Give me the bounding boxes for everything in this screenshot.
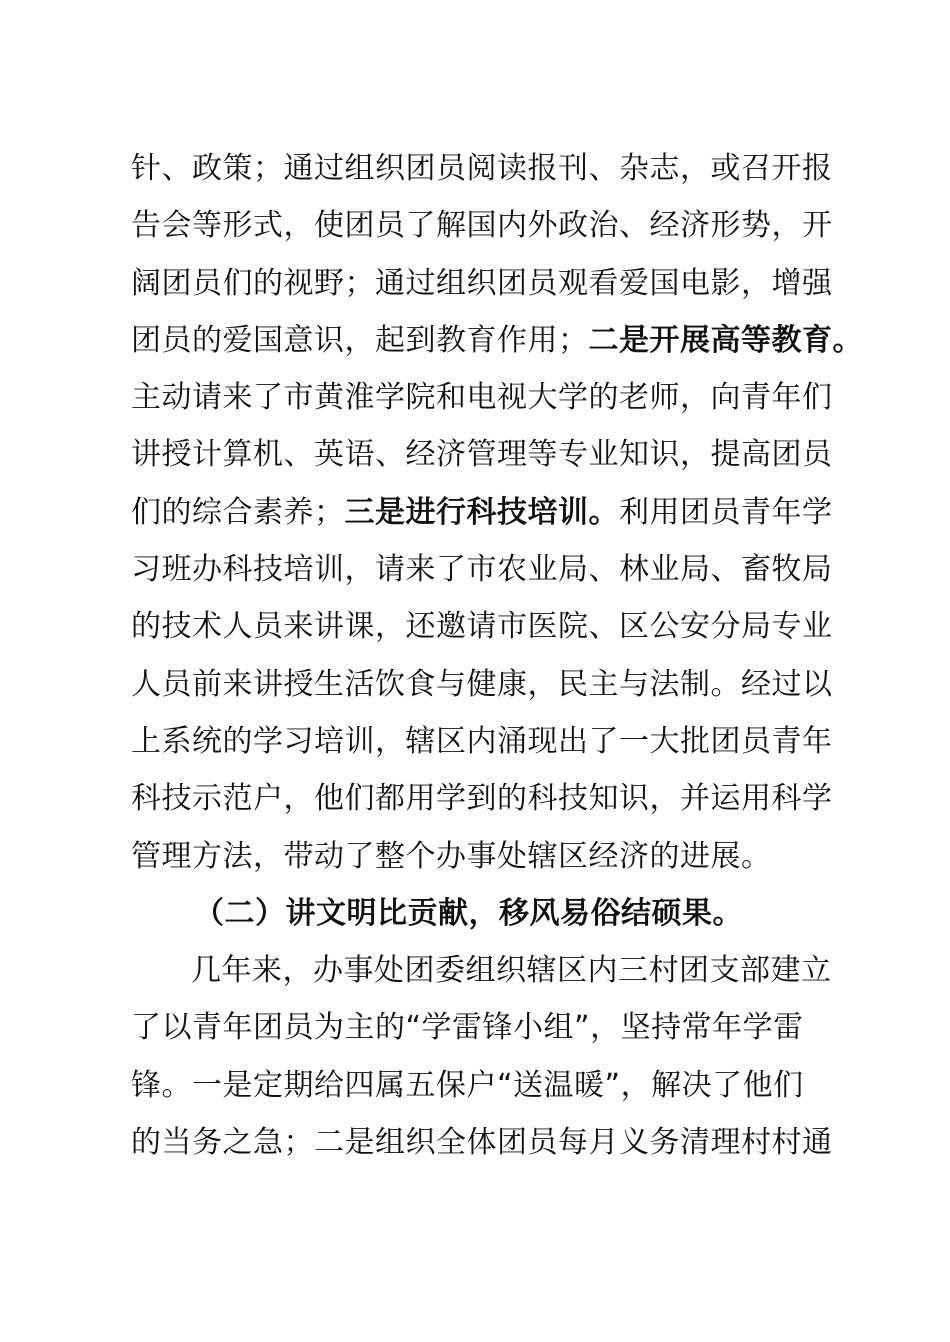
text-line <box>131 598 851 655</box>
text-line <box>131 1057 851 1114</box>
text-line <box>131 1114 851 1171</box>
text-line <box>131 255 851 312</box>
bold-text-run: 三是进行科技培训。 <box>344 494 619 530</box>
text-line <box>131 140 851 197</box>
text-run: 的当务之急；二是组织全体团员每月义务清理村村通 <box>131 1125 833 1161</box>
text-line <box>131 369 851 426</box>
text-run: 了以青年团员为主的“学雷锋小组”，坚持常年学雷 <box>131 1010 804 1046</box>
text-run: 习班办科技培训，请来了市农业局、林业局、畜牧局 <box>131 552 833 588</box>
text-line <box>131 541 851 598</box>
bold-text-run: 二是开展高等教育。 <box>588 322 863 358</box>
text-run: 讲授计算机、英语、经济管理等专业知识，提高团员 <box>131 437 833 473</box>
text-line <box>131 770 851 827</box>
text-run: 们的综合素养； <box>131 494 345 530</box>
document-body <box>131 140 863 1171</box>
text-line <box>131 828 851 885</box>
text-line <box>131 656 851 713</box>
text-line <box>131 484 851 541</box>
paragraph-first-line <box>131 942 851 999</box>
text-run: 人员前来讲授生活饮食与健康，民主与法制。经过以 <box>131 666 833 702</box>
text-run: 告会等形式，使团员了解国内外政治、经济形势，开 <box>131 208 833 244</box>
section-heading <box>131 885 851 942</box>
text-run: 阔团员们的视野；通过组织团员观看爱国电影，增强 <box>131 265 833 301</box>
text-run: 管理方法，带动了整个办事处辖区经济的进展。 <box>131 838 772 874</box>
text-line <box>131 713 851 770</box>
text-run: 科技示范户，他们都用学到的科技知识，并运用科学 <box>131 781 833 817</box>
text-run: 团员的爱国意识，起到教育作用； <box>131 322 589 358</box>
text-line <box>131 197 851 254</box>
section-heading-text: （二）讲文明比贡献，移风易俗结硕果。 <box>194 895 743 931</box>
text-run: 主动请来了市黄淮学院和电视大学的老师，向青年们 <box>131 380 833 416</box>
text-line <box>131 999 851 1056</box>
text-run: 利用团员青年学 <box>619 494 833 530</box>
text-run: 锋。一是定期给四属五保户“送温暖”，解决了他们 <box>131 1067 804 1103</box>
text-run: 针、政策；通过组织团员阅读报刊、杂志，或召开报 <box>131 151 833 186</box>
text-line <box>131 312 863 369</box>
text-run: 的技术人员来讲课，还邀请市医院、区公安分局专业 <box>131 609 833 645</box>
text-run: 几年来，办事处团委组织辖区内三村团支部建立 <box>191 953 832 989</box>
text-run: 上系统的学习培训，辖区内涌现出了一大批团员青年 <box>131 723 833 759</box>
text-line <box>131 426 851 483</box>
